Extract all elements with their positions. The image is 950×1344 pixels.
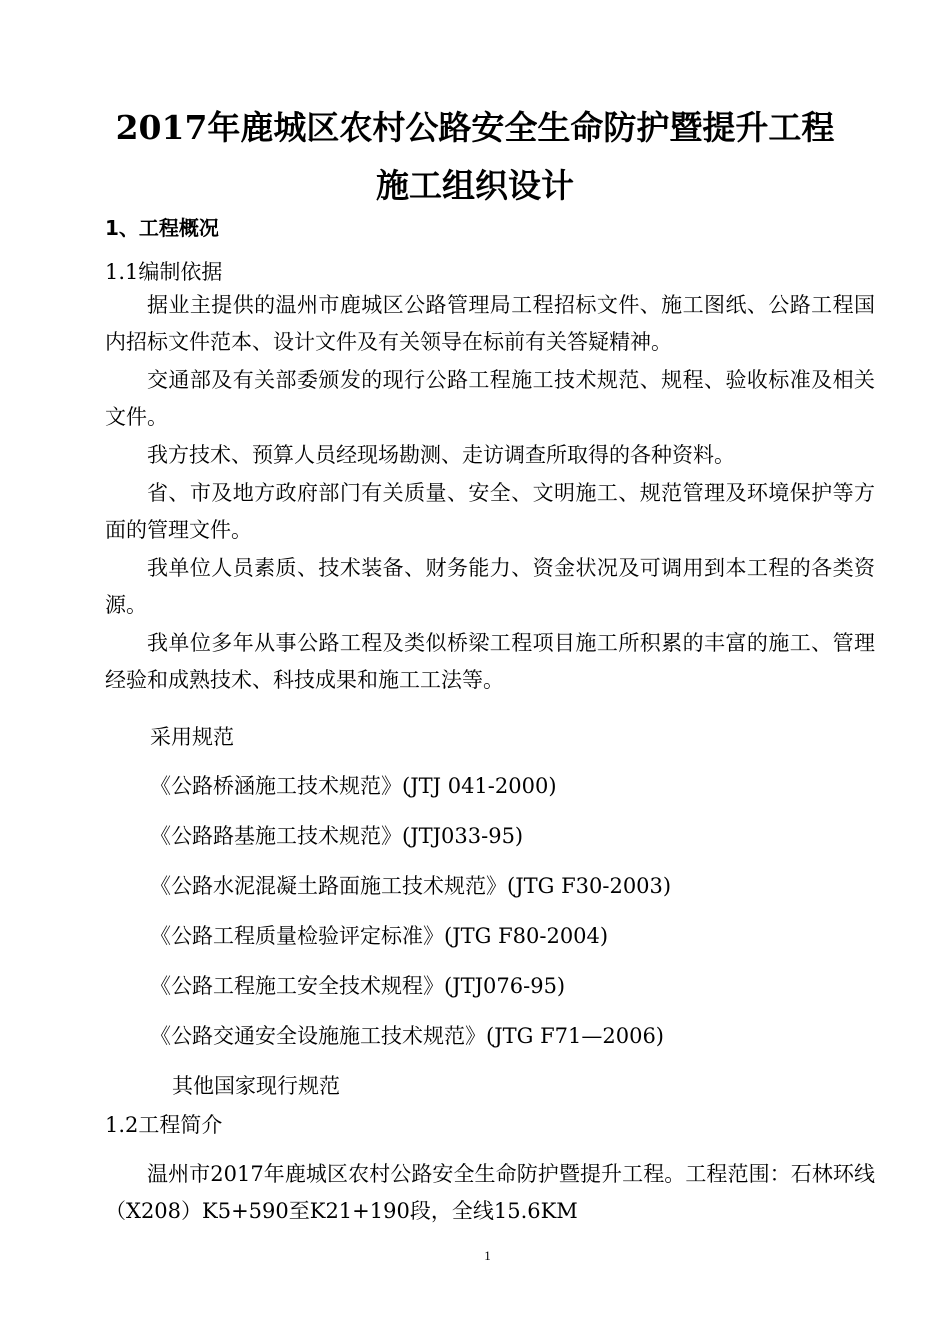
- basis-paragraph-1: 据业主提供的温州市鹿城区公路管理局工程招标文件、施工图纸、公路工程国内招标文件范本、设计文件及有关领导在标前有关答疑精神。: [105, 293, 875, 354]
- standard-item: 《公路工程施工安全技术规程》(JTJ076-95): [150, 974, 566, 998]
- document-title-line-1: 2017年鹿城区农村公路安全生命防护暨提升工程: [115, 108, 835, 147]
- document-title-line-2: 施工组织设计: [376, 166, 574, 205]
- section-heading-1: 1、工程概况: [105, 216, 219, 240]
- project-intro-paragraph: 温州市2017年鹿城区农村公路安全生命防护暨提升工程。工程范围：石林环线（X208）K5+590至K21+190段，全线15.6KM: [105, 1162, 875, 1223]
- standard-item: 《公路交通安全设施施工技术规范》(JTG F71—2006): [150, 1024, 664, 1048]
- basis-paragraph-2: 交通部及有关部委颁发的现行公路工程施工技术规范、规程、验收标准及相关文件。: [105, 368, 875, 429]
- standard-item: 《公路工程质量检验评定标准》(JTG F80-2004): [150, 924, 609, 948]
- basis-paragraph-4: 省、市及地方政府部门有关质量、安全、文明施工、规范管理及环境保护等方面的管理文件。: [105, 481, 875, 542]
- page-number: 1: [484, 1248, 491, 1263]
- standard-item: 《公路路基施工技术规范》(JTJ033-95): [150, 824, 524, 848]
- basis-paragraph-3: 我方技术、预算人员经现场勘测、走访调查所取得的各种资料。: [147, 443, 735, 467]
- basis-paragraph-6: 我单位多年从事公路工程及类似桥梁工程项目施工所积累的丰富的施工、管理经验和成熟技术、科技成果和施工工法等。: [105, 631, 875, 692]
- standard-item: 《公路桥涵施工技术规范》(JTJ 041-2000): [150, 774, 557, 798]
- basis-paragraph-5: 我单位人员素质、技术装备、财务能力、资金状况及可调用到本工程的各类资源。: [105, 556, 875, 617]
- other-standards: 其他国家现行规范: [172, 1074, 340, 1098]
- section-heading-1-2: 1.2工程简介: [105, 1113, 223, 1137]
- standard-item: 《公路水泥混凝土路面施工技术规范》(JTG F30-2003): [150, 874, 672, 898]
- standards-heading: 采用规范: [150, 725, 234, 749]
- section-heading-1-1: 1.1编制依据: [105, 260, 223, 284]
